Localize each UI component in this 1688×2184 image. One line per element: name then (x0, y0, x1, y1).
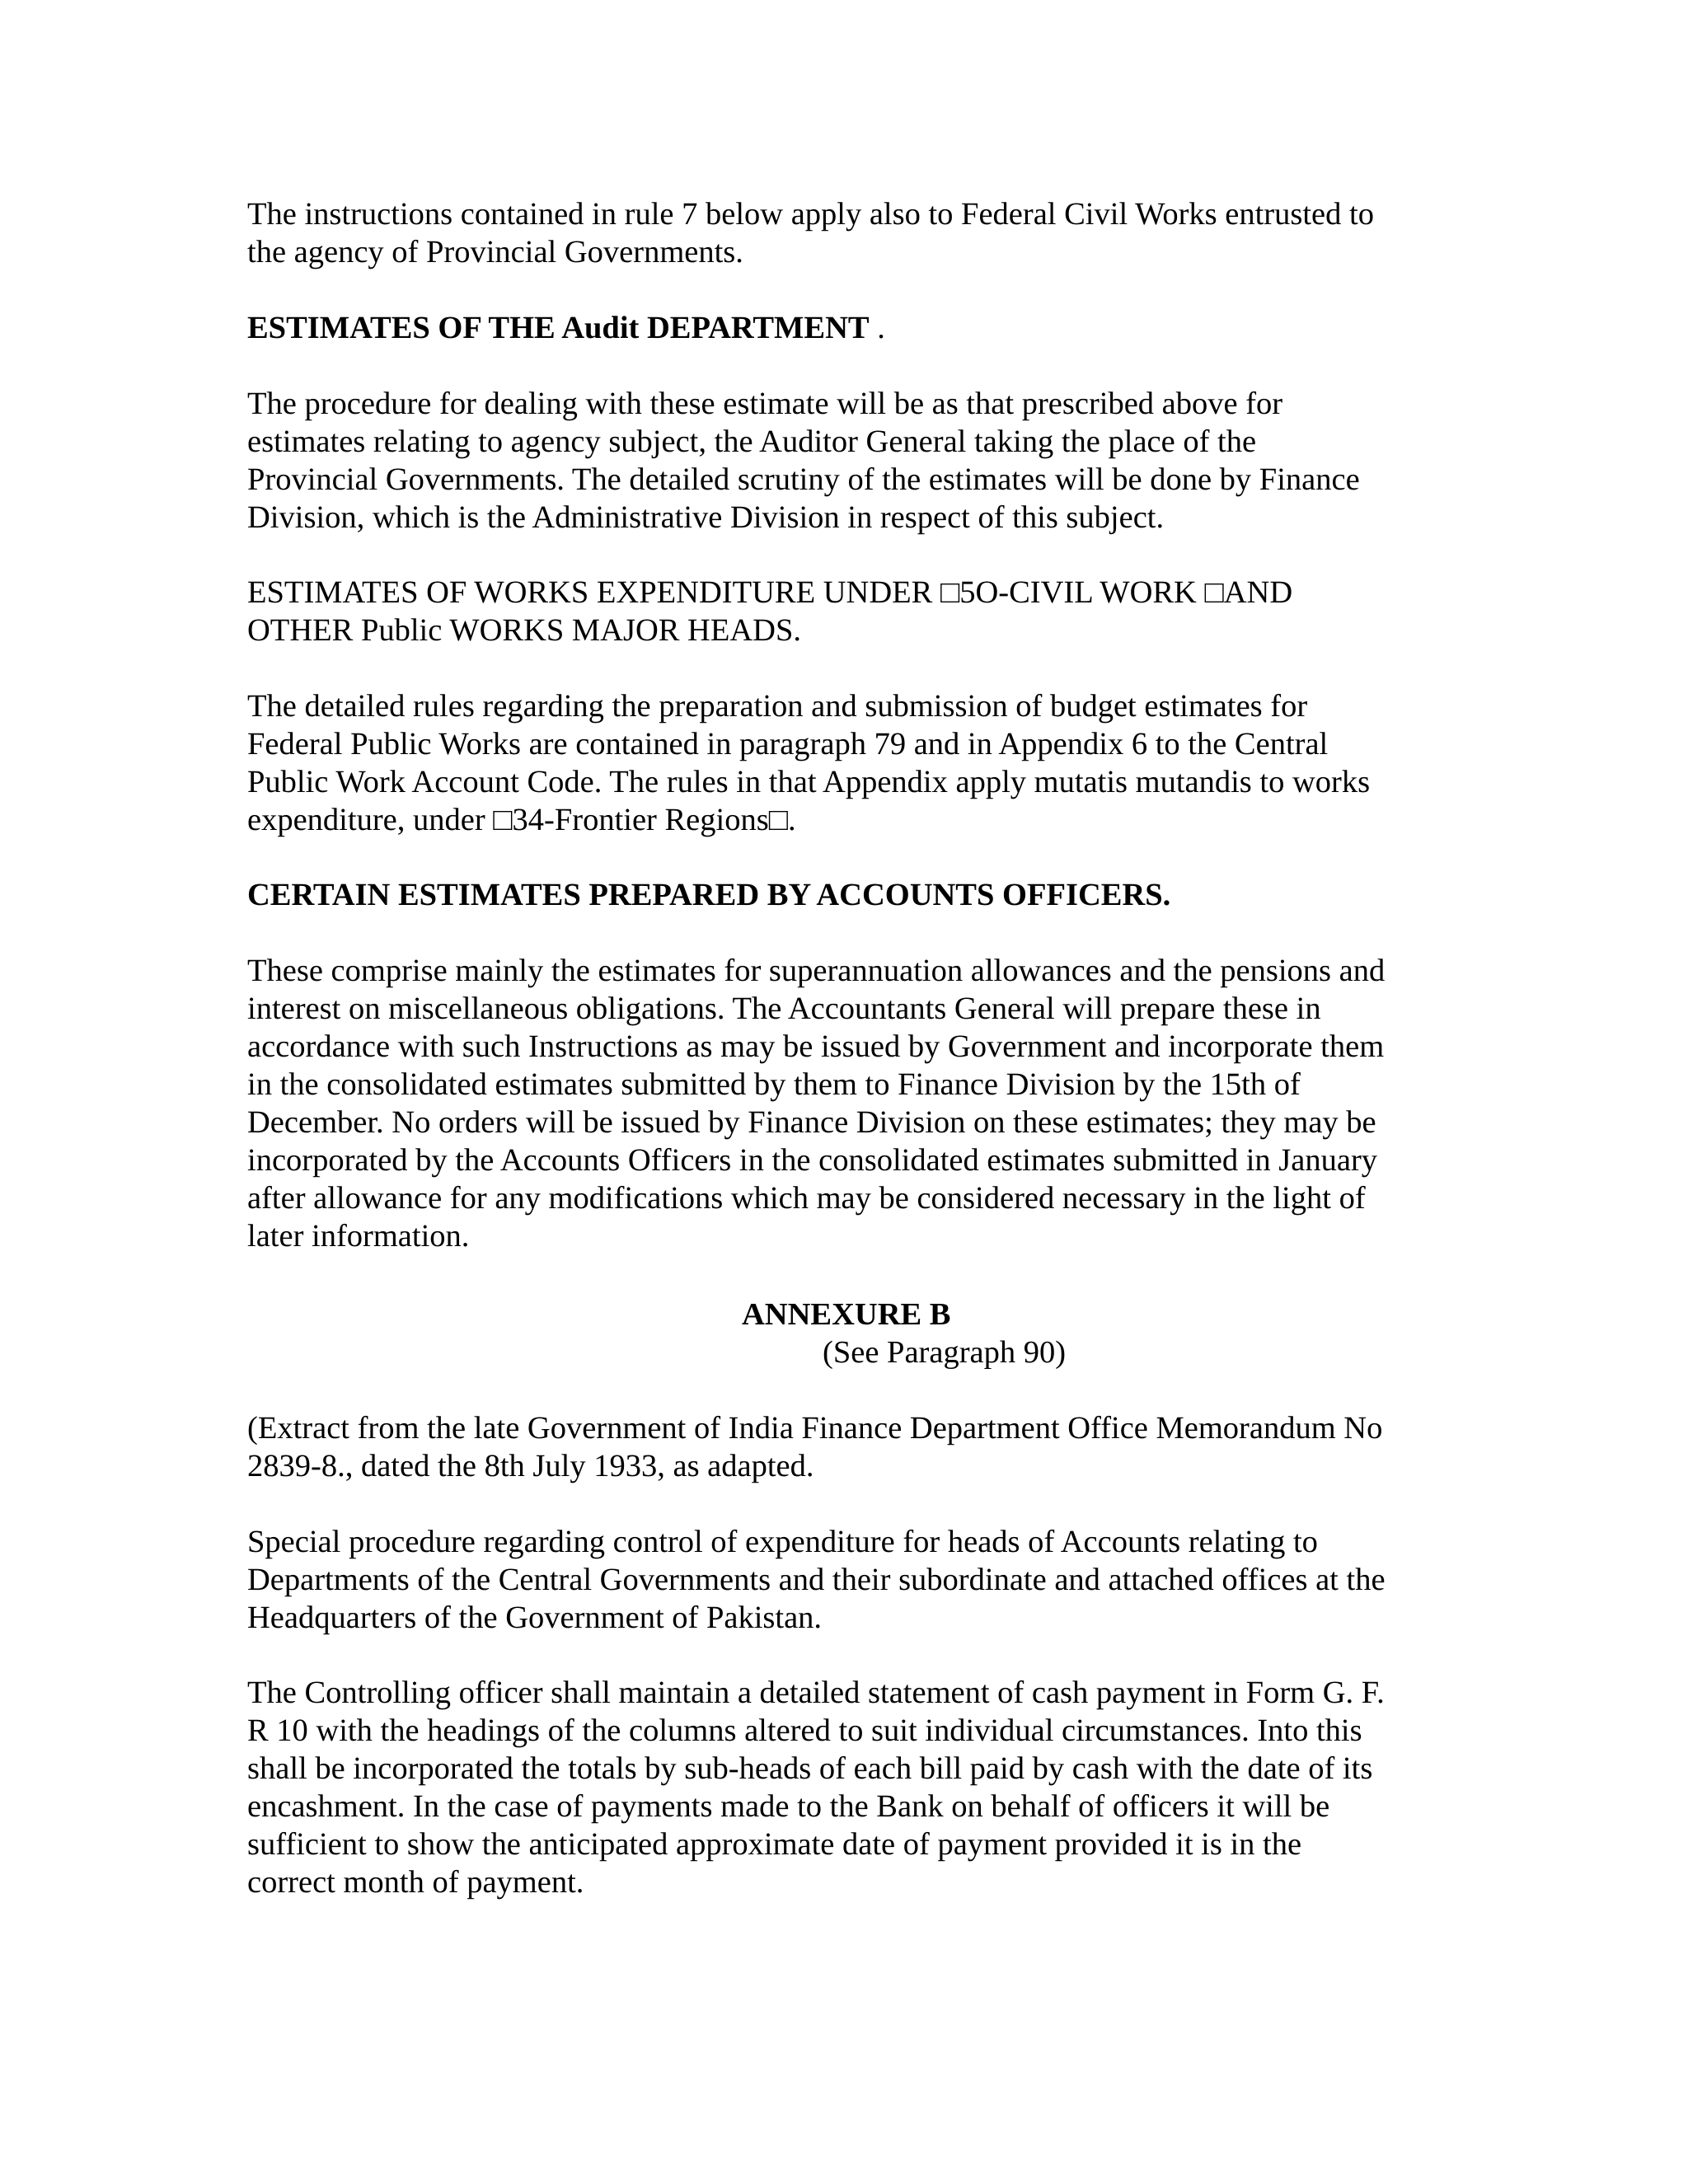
heading-text: CERTAIN ESTIMATES PREPARED BY ACCOUNTS OFFICERS. (247, 878, 1171, 912)
paragraph-detailed-rules (247, 687, 1442, 839)
text-line: estimates relating to agency subject, the Auditor General taking the place of the (247, 424, 1257, 459)
text-line: ESTIMATES OF WORKS EXPENDITURE UNDER □5O-CIVIL WORK □AND (247, 575, 1293, 610)
text-line: Headquarters of the Government of Pakistan. (247, 1601, 823, 1635)
text-line: Division, which is the Administrative Division in respect of this subject. (247, 500, 1165, 535)
text-line: OTHER Public WORKS MAJOR HEADS. (247, 613, 802, 648)
text-line: correct month of payment. (247, 1865, 584, 1900)
text-line: These comprise mainly the estimates for superannuation allowances and the pensions and (247, 954, 1386, 988)
paragraph-intro (247, 195, 1442, 271)
text-line: sufficient to show the anticipated approximate date of payment provided it is in the (247, 1827, 1302, 1862)
text-line: 2839-8., dated the 8th July 1933, as adapted. (247, 1449, 814, 1483)
heading-audit-department (247, 309, 1442, 347)
text-line: The Controlling officer shall maintain a detailed statement of cash payment in Form G. F. (247, 1675, 1385, 1710)
text-line: later information. (247, 1219, 470, 1254)
text-line: Provincial Governments. The detailed scrutiny of the estimates will be done by Finance (247, 462, 1360, 497)
text-line: expenditure, under □34-Frontier Regions□. (247, 803, 796, 837)
text-line: accordance with such Instructions as may be issued by Government and incorporate them (247, 1029, 1385, 1064)
text-line: after allowance for any modifications which may be considered necessary in the light of (247, 1181, 1366, 1216)
text-line: Special procedure regarding control of expenditure for heads of Accounts relating to (247, 1525, 1318, 1559)
heading-works-expenditure (247, 574, 1442, 649)
text-line: Public Work Account Code. The rules in that Appendix apply mutatis mutandis to works (247, 765, 1371, 799)
paragraph-superannuation (247, 952, 1442, 1255)
text-line: December. No orders will be issued by Finance Division on these estimates; they may be (247, 1105, 1376, 1140)
text-line: The instructions contained in rule 7 below apply also to Federal Civil Works entrusted to (247, 197, 1374, 232)
paragraph-controlling-officer (247, 1674, 1442, 1901)
text-line: shall be incorporated the totals by sub-heads of each bill paid by cash with the date of its (247, 1751, 1373, 1786)
text-line: in the consolidated estimates submitted by them to Finance Division by the 15th of (247, 1067, 1301, 1102)
text-line: Departments of the Central Governments and their subordinate and attached offices at the (247, 1563, 1386, 1597)
heading-tail: . (869, 311, 885, 345)
text-line: Federal Public Works are contained in paragraph 79 and in Appendix 6 to the Central (247, 727, 1329, 762)
text-line: encashment. In the case of payments made to the Bank on behalf of officers it will be (247, 1789, 1330, 1824)
annexure-title: ANNEXURE B (742, 1297, 951, 1332)
paragraph-extract (247, 1409, 1442, 1485)
paragraph-procedure (247, 385, 1442, 537)
text-line: the agency of Provincial Governments. (247, 235, 743, 269)
paragraph-special-procedure (247, 1523, 1442, 1637)
text-line: The procedure for dealing with these estimate will be as that prescribed above for (247, 387, 1283, 421)
text-line: (Extract from the late Government of India Finance Department Office Memorandum No (247, 1411, 1383, 1446)
text-line: R 10 with the headings of the columns altered to suit individual circumstances. Into this (247, 1713, 1362, 1748)
annexure-subtitle: (See Paragraph 90) (823, 1335, 1067, 1370)
heading-certain-estimates (247, 876, 1442, 914)
text-line: interest on miscellaneous obligations. The Accountants General will prepare these in (247, 991, 1321, 1026)
text-line: incorporated by the Accounts Officers in the consolidated estimates submitted in January (247, 1143, 1378, 1178)
heading-text: ESTIMATES OF THE Audit DEPARTMENT (247, 311, 870, 345)
text-line: The detailed rules regarding the preparation and submission of budget estimates for (247, 689, 1308, 724)
